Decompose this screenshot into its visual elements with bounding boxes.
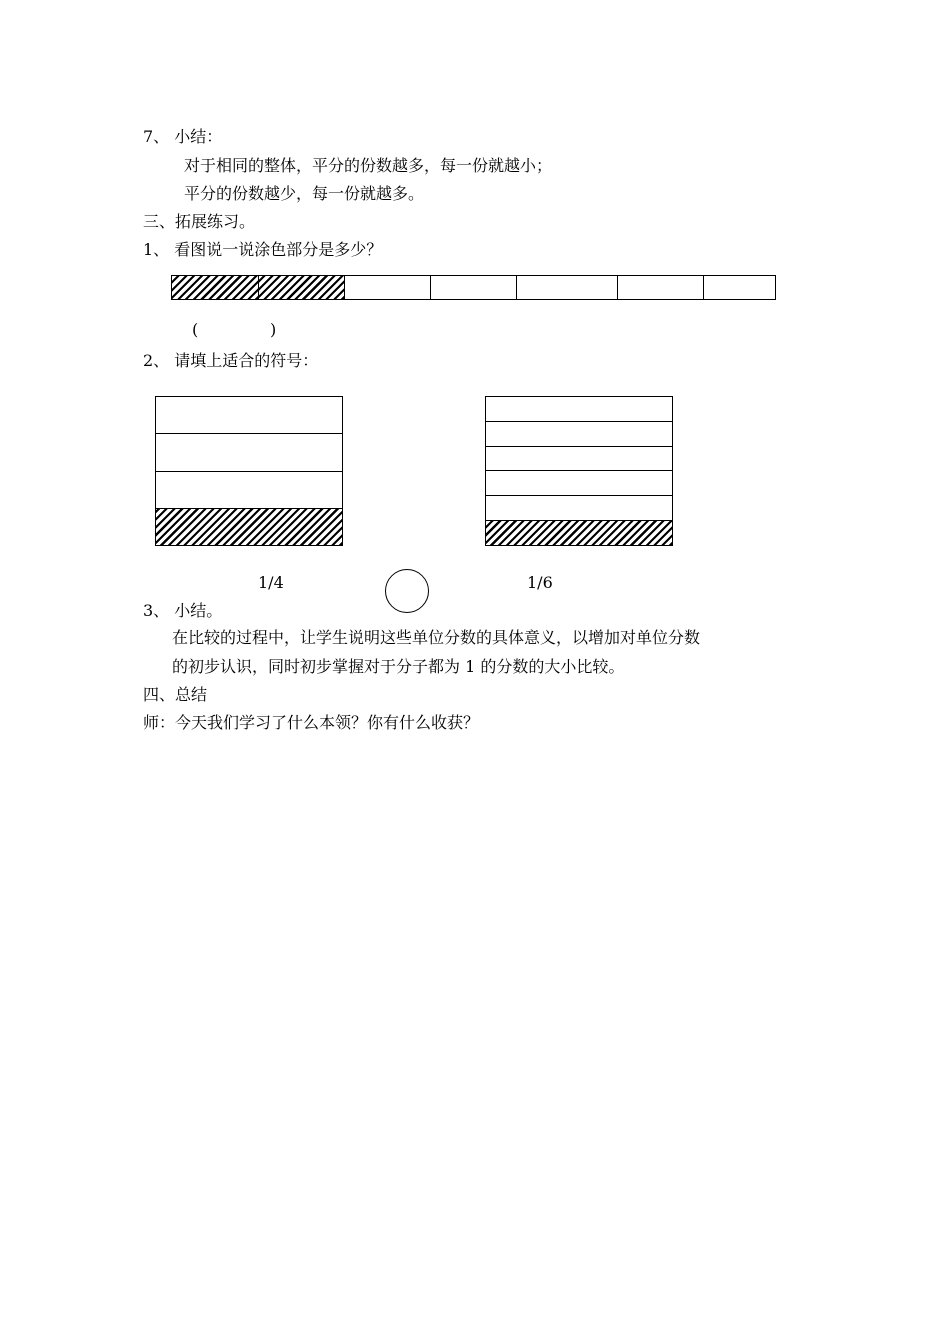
fraction-part	[486, 447, 672, 472]
section-7-heading: 7、 小结：	[143, 127, 223, 146]
section-3-heading: 三、拓展练习。	[143, 212, 256, 231]
fraction-part	[156, 397, 342, 434]
fraction-figure-sixths	[485, 396, 673, 546]
fraction-part	[486, 397, 672, 422]
answer-paren-close: )	[270, 320, 277, 339]
bar-segment	[704, 276, 775, 299]
fraction-label-left: 1/4	[258, 573, 284, 592]
conclusion-line-1: 在比较的过程中，让学生说明这些单位分数的具体意义，以增加对单位分数	[172, 628, 701, 647]
bar-segment	[259, 276, 345, 299]
bar-segment	[618, 276, 704, 299]
bar-segment	[517, 276, 618, 299]
bar-segment	[431, 276, 517, 299]
question-3-text: 3、 小结。	[143, 601, 223, 620]
fraction-part	[486, 422, 672, 447]
fraction-part	[486, 521, 672, 545]
comparison-symbol-blank[interactable]	[385, 569, 429, 613]
fraction-part	[486, 471, 672, 496]
fraction-label-right: 1/6	[527, 573, 553, 592]
section-4-heading: 四、总结	[143, 685, 208, 704]
bar-segment	[172, 276, 259, 299]
fraction-bar	[171, 275, 776, 300]
summary-line-2: 平分的份数越少，每一份就越多。	[184, 184, 425, 203]
summary-line-1: 对于相同的整体，平分的份数越多，每一份就越小；	[184, 156, 553, 175]
conclusion-line-2: 的初步认识，同时初步掌握对于分子都为 1 的分数的大小比较。	[172, 657, 625, 676]
answer-paren-open: (	[192, 320, 199, 339]
fraction-part	[486, 496, 672, 521]
question-1-text: 1、 看图说一说涂色部分是多少？	[143, 240, 383, 259]
bar-segment	[345, 276, 431, 299]
fraction-part	[156, 472, 342, 509]
fraction-figure-quarters	[155, 396, 343, 546]
teacher-question: 师：今天我们学习了什么本领？你有什么收获？	[143, 713, 480, 732]
fraction-part	[156, 434, 342, 471]
question-2-text: 2、 请填上适合的符号：	[143, 351, 319, 370]
fraction-part	[156, 509, 342, 545]
